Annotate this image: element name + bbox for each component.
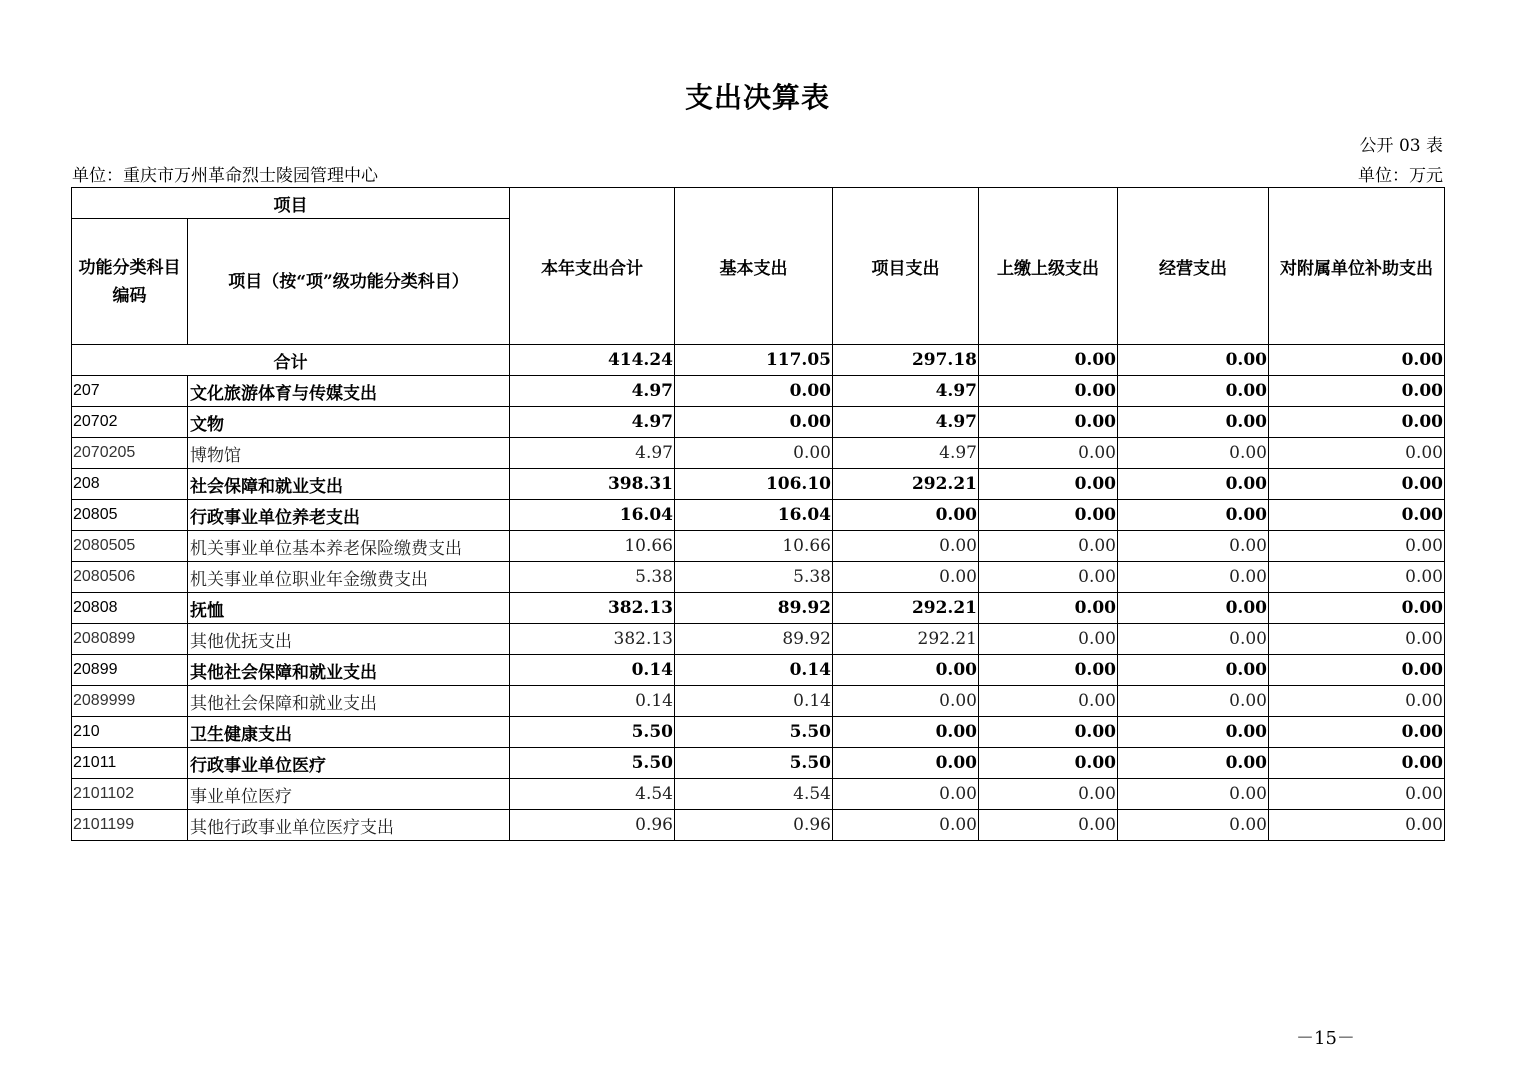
row-value: 292.21 bbox=[833, 624, 979, 655]
row-value: 0.00 bbox=[979, 469, 1118, 500]
row-value: 0.00 bbox=[979, 593, 1118, 624]
row-name: 其他优抚支出 bbox=[188, 624, 510, 655]
row-value: 0.00 bbox=[1269, 779, 1445, 810]
row-value: 0.00 bbox=[1269, 717, 1445, 748]
row-name: 其他社会保障和就业支出 bbox=[188, 686, 510, 717]
table-row bbox=[72, 438, 1445, 469]
row-value: 0.00 bbox=[1118, 562, 1269, 593]
table-row bbox=[72, 748, 1445, 779]
row-value: 0.00 bbox=[1269, 624, 1445, 655]
header-code: 功能分类科目编码 bbox=[72, 219, 188, 345]
row-value: 0.14 bbox=[510, 686, 675, 717]
row-value: 106.10 bbox=[675, 469, 833, 500]
row-value: 0.00 bbox=[1118, 655, 1269, 686]
row-value: 0.96 bbox=[510, 810, 675, 841]
form-code: 公开 03 表 bbox=[1359, 136, 1443, 156]
row-value: 0.00 bbox=[1118, 593, 1269, 624]
row-name: 机关事业单位基本养老保险缴费支出 bbox=[188, 531, 510, 562]
row-value: 0.00 bbox=[979, 407, 1118, 438]
row-value: 0.00 bbox=[1269, 407, 1445, 438]
row-value: 0.00 bbox=[1118, 624, 1269, 655]
row-value: 0.00 bbox=[1269, 748, 1445, 779]
row-value: 0.00 bbox=[1269, 655, 1445, 686]
table-row bbox=[72, 624, 1445, 655]
row-value: 0.96 bbox=[675, 810, 833, 841]
row-code: 20808 bbox=[72, 593, 188, 624]
table-row bbox=[72, 717, 1445, 748]
row-name: 文化旅游体育与传媒支出 bbox=[188, 376, 510, 407]
total-row bbox=[72, 345, 1445, 376]
row-value: 16.04 bbox=[675, 500, 833, 531]
row-value: 5.50 bbox=[510, 748, 675, 779]
table-row bbox=[72, 376, 1445, 407]
row-value: 0.00 bbox=[833, 655, 979, 686]
row-value: 0.00 bbox=[979, 438, 1118, 469]
row-value: 0.00 bbox=[833, 748, 979, 779]
total-value: 0.00 bbox=[1269, 345, 1445, 376]
row-value: 89.92 bbox=[675, 593, 833, 624]
unit-currency: 单位：万元 bbox=[1358, 166, 1443, 186]
row-value: 0.00 bbox=[979, 531, 1118, 562]
row-value: 382.13 bbox=[510, 593, 675, 624]
row-value: 0.00 bbox=[1118, 748, 1269, 779]
row-value: 0.00 bbox=[1118, 717, 1269, 748]
row-value: 0.00 bbox=[1269, 562, 1445, 593]
total-value: 0.00 bbox=[1118, 345, 1269, 376]
header-name: 项目（按“项”级功能分类科目） bbox=[188, 219, 510, 345]
header-project-group: 项目 bbox=[72, 188, 510, 219]
table-row bbox=[72, 593, 1445, 624]
row-name: 文物 bbox=[188, 407, 510, 438]
table-row bbox=[72, 779, 1445, 810]
header-subsidy: 对附属单位补助支出 bbox=[1269, 188, 1445, 345]
row-value: 0.00 bbox=[979, 810, 1118, 841]
row-value: 10.66 bbox=[510, 531, 675, 562]
row-value: 0.14 bbox=[675, 655, 833, 686]
row-value: 0.00 bbox=[1118, 469, 1269, 500]
row-value: 398.31 bbox=[510, 469, 675, 500]
row-value: 0.14 bbox=[510, 655, 675, 686]
row-code: 20899 bbox=[72, 655, 188, 686]
header-total: 本年支出合计 bbox=[510, 188, 675, 345]
row-value: 0.00 bbox=[675, 438, 833, 469]
row-code: 20702 bbox=[72, 407, 188, 438]
table-row bbox=[72, 500, 1445, 531]
row-value: 0.00 bbox=[1118, 376, 1269, 407]
row-name: 卫生健康支出 bbox=[188, 717, 510, 748]
row-value: 0.00 bbox=[1269, 500, 1445, 531]
row-value: 0.00 bbox=[1269, 593, 1445, 624]
row-code: 2080899 bbox=[72, 624, 188, 655]
row-value: 0.00 bbox=[833, 531, 979, 562]
header-upper: 上缴上级支出 bbox=[979, 188, 1118, 345]
row-value: 0.00 bbox=[833, 500, 979, 531]
table-row bbox=[72, 562, 1445, 593]
row-value: 5.38 bbox=[675, 562, 833, 593]
row-value: 0.00 bbox=[833, 779, 979, 810]
row-value: 292.21 bbox=[833, 593, 979, 624]
row-code: 2080506 bbox=[72, 562, 188, 593]
row-code: 2101199 bbox=[72, 810, 188, 841]
row-value: 0.00 bbox=[833, 686, 979, 717]
table-row bbox=[72, 407, 1445, 438]
row-value: 0.00 bbox=[1269, 810, 1445, 841]
row-value: 0.00 bbox=[979, 748, 1118, 779]
row-value: 4.97 bbox=[510, 438, 675, 469]
total-value: 297.18 bbox=[833, 345, 979, 376]
row-name: 机关事业单位职业年金缴费支出 bbox=[188, 562, 510, 593]
row-value: 0.00 bbox=[833, 717, 979, 748]
row-name: 抚恤 bbox=[188, 593, 510, 624]
row-value: 4.54 bbox=[510, 779, 675, 810]
row-value: 0.00 bbox=[979, 655, 1118, 686]
table-row bbox=[72, 531, 1445, 562]
row-value: 0.00 bbox=[1269, 531, 1445, 562]
total-value: 117.05 bbox=[675, 345, 833, 376]
row-code: 21011 bbox=[72, 748, 188, 779]
row-value: 0.00 bbox=[1118, 531, 1269, 562]
row-value: 5.38 bbox=[510, 562, 675, 593]
table-row bbox=[72, 655, 1445, 686]
row-name: 其他社会保障和就业支出 bbox=[188, 655, 510, 686]
row-value: 4.97 bbox=[833, 407, 979, 438]
page-number: －15－ bbox=[1296, 1028, 1355, 1049]
row-name: 其他行政事业单位医疗支出 bbox=[188, 810, 510, 841]
row-value: 0.00 bbox=[979, 779, 1118, 810]
total-value: 0.00 bbox=[979, 345, 1118, 376]
row-value: 0.00 bbox=[1118, 500, 1269, 531]
page-title: 支出决算表 bbox=[684, 81, 830, 114]
total-label: 合计 bbox=[72, 345, 510, 376]
row-value: 16.04 bbox=[510, 500, 675, 531]
row-value: 4.97 bbox=[510, 376, 675, 407]
row-value: 10.66 bbox=[675, 531, 833, 562]
row-value: 0.00 bbox=[833, 810, 979, 841]
row-name: 行政事业单位医疗 bbox=[188, 748, 510, 779]
row-value: 4.97 bbox=[833, 376, 979, 407]
row-value: 0.00 bbox=[1118, 407, 1269, 438]
row-value: 5.50 bbox=[675, 748, 833, 779]
row-value: 0.00 bbox=[1118, 438, 1269, 469]
table-row bbox=[72, 469, 1445, 500]
row-value: 0.00 bbox=[1269, 438, 1445, 469]
row-value: 0.00 bbox=[675, 376, 833, 407]
row-value: 0.14 bbox=[675, 686, 833, 717]
row-value: 0.00 bbox=[979, 500, 1118, 531]
expenditure-table bbox=[71, 187, 1445, 841]
row-value: 292.21 bbox=[833, 469, 979, 500]
row-value: 0.00 bbox=[1118, 779, 1269, 810]
row-code: 207 bbox=[72, 376, 188, 407]
header-operating: 经营支出 bbox=[1118, 188, 1269, 345]
row-code: 2080505 bbox=[72, 531, 188, 562]
table-row bbox=[72, 810, 1445, 841]
row-value: 5.50 bbox=[510, 717, 675, 748]
row-code: 208 bbox=[72, 469, 188, 500]
row-name: 行政事业单位养老支出 bbox=[188, 500, 510, 531]
header-project: 项目支出 bbox=[833, 188, 979, 345]
row-value: 0.00 bbox=[1118, 810, 1269, 841]
row-value: 5.50 bbox=[675, 717, 833, 748]
row-name: 社会保障和就业支出 bbox=[188, 469, 510, 500]
row-name: 博物馆 bbox=[188, 438, 510, 469]
row-code: 210 bbox=[72, 717, 188, 748]
row-value: 0.00 bbox=[1269, 686, 1445, 717]
header-basic: 基本支出 bbox=[675, 188, 833, 345]
row-value: 89.92 bbox=[675, 624, 833, 655]
row-value: 0.00 bbox=[833, 562, 979, 593]
row-value: 0.00 bbox=[979, 717, 1118, 748]
row-value: 0.00 bbox=[979, 686, 1118, 717]
row-value: 4.54 bbox=[675, 779, 833, 810]
row-value: 0.00 bbox=[979, 624, 1118, 655]
row-value: 0.00 bbox=[979, 376, 1118, 407]
row-value: 0.00 bbox=[675, 407, 833, 438]
row-value: 4.97 bbox=[833, 438, 979, 469]
row-value: 0.00 bbox=[1269, 469, 1445, 500]
row-code: 20805 bbox=[72, 500, 188, 531]
row-code: 2089999 bbox=[72, 686, 188, 717]
row-code: 2070205 bbox=[72, 438, 188, 469]
total-value: 414.24 bbox=[510, 345, 675, 376]
table-row bbox=[72, 686, 1445, 717]
row-name: 事业单位医疗 bbox=[188, 779, 510, 810]
row-value: 0.00 bbox=[1269, 376, 1445, 407]
row-value: 0.00 bbox=[1118, 686, 1269, 717]
unit-organization: 单位：重庆市万州革命烈士陵园管理中心 bbox=[72, 166, 378, 186]
row-code: 2101102 bbox=[72, 779, 188, 810]
row-value: 4.97 bbox=[510, 407, 675, 438]
row-value: 0.00 bbox=[979, 562, 1118, 593]
row-value: 382.13 bbox=[510, 624, 675, 655]
